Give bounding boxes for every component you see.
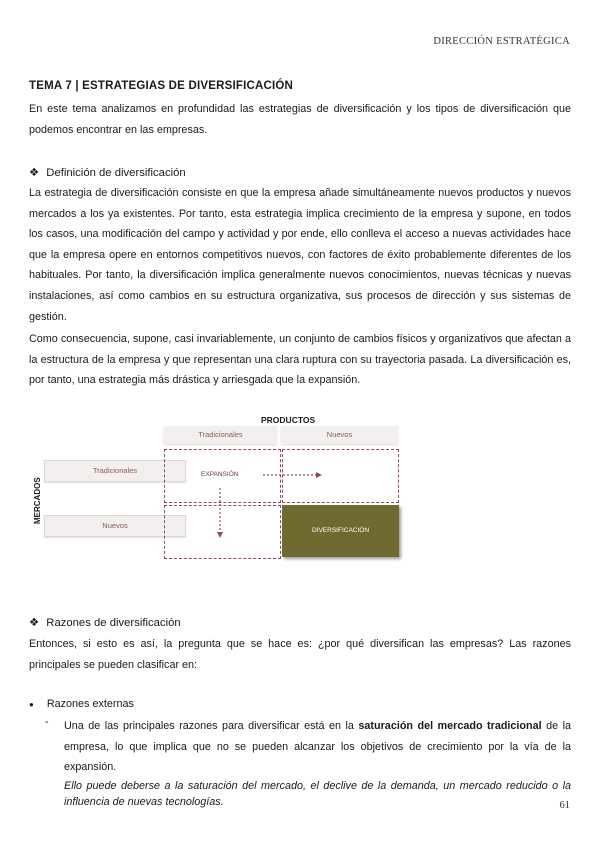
diagram-label-expansion: EXPANSIÓN <box>201 471 239 478</box>
razones-paragraph: Entonces, si esto es así, la pregunta que se hace es: ¿por qué diversifican las empresas? Las razones principales se pueden clasificar en: <box>29 638 571 671</box>
ansoff-diagram <box>26 410 406 560</box>
intro-paragraph: En este tema analizamos en profundidad las estrategias de diversificación y los tipos de diversificación que podemos encontrar en las empresas. <box>29 103 571 136</box>
bold-saturacion: saturación del mercado tradicional <box>358 720 542 732</box>
page-number: 61 <box>559 800 570 811</box>
section-razones-heading: ❖ Razones de diversificación <box>29 617 181 629</box>
sub-item-saturacion: Una de las principales razones para diversificar está en la saturación del mercado tradicional de la empresa, lo que implica que no se pueden alcanzar los objetivos de crecimiento por la vía de la expansión. Ello puede deberse a la saturación del mercado, el declive de la demanda, un mercado reducido o la influencia de nuevas tecnologías. <box>64 720 571 808</box>
page-title: TEMA 7 | ESTRATEGIAS DE DIVERSIFICACIÓN <box>29 80 294 92</box>
running-header: DIRECCIÓN ESTRATÉGICA <box>433 36 570 47</box>
definicion-paragraph-1: La estrategia de diversificación consiste en que la empresa añade simultáneamente nuevos productos y nuevos mercados a los ya existentes. Por tanto, esta estrategia implica crecimiento de la empresa y supone, en todos los casos, una modificación del campo y actividad y por ende, ello conlleva el acceso a nuevas actividades hace que la empresa opere en entornos competitivos nuevos, con factores de éxito probablemente diferentes de los habituales. Por tanto, la diversificación implica generalmente nuevos conocimientos, nuevas técnicas y nuevas instalaciones, así como cambios en su estructura organizativa, sus procesos de dirección y sus sistemas de gestión. <box>29 187 571 323</box>
sub-item-italic-note: Ello puede deberse a la saturación del mercado, el declive de la demanda, un mercado reducido o la influencia de nuevas tecnologías. <box>64 779 571 808</box>
section-definicion-heading: ❖ Definición de diversificación <box>29 167 186 179</box>
diagram-col-nuevos: Nuevos <box>281 426 398 444</box>
diagram-axis-mercados: MERCADOS <box>33 477 42 524</box>
list-item-razones-externas: ● Razones externas <box>29 698 134 710</box>
diagram-col-tradicionales: Tradicionales <box>164 426 277 444</box>
diagram-row-nuevos: Nuevos <box>44 515 186 537</box>
sub-item-dash: - <box>45 716 49 728</box>
dot-bullet-icon: ● <box>29 700 34 709</box>
diagram-row-tradicionales: Tradicionales <box>44 460 186 482</box>
diamond-bullet-icon: ❖ <box>29 617 40 629</box>
diagram-title-productos: PRODUCTOS <box>261 415 316 425</box>
diamond-bullet-icon: ❖ <box>29 167 40 179</box>
diagram-cell-diversificacion: DIVERSIFICACIÓN <box>282 505 399 557</box>
definicion-paragraph-2: Como consecuencia, supone, casi invariablemente, un conjunto de cambios físicos y organizativos que afectan a la estructura de la empresa y que representan una clara ruptura con su trayectoria pasada. La diversificación es, por tanto, una estrategia más drástica y arriesgada que la expansión. <box>29 333 571 387</box>
